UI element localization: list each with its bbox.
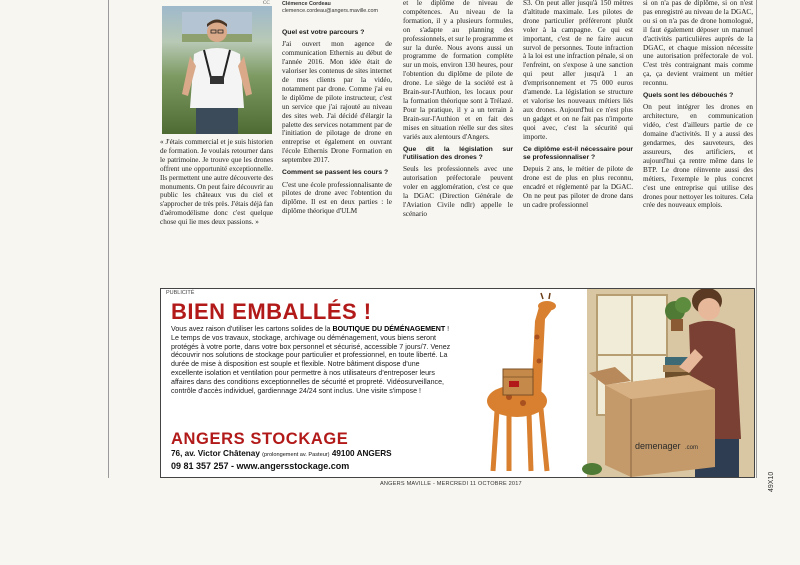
person-illustration bbox=[182, 12, 252, 134]
ad-city: 49100 ANGERS bbox=[331, 449, 392, 458]
byline-email: clemence.cordeau@angers.maville.com bbox=[282, 8, 378, 14]
box-label-suffix: .com bbox=[685, 445, 699, 451]
ad-illustration bbox=[457, 289, 754, 477]
ad-brand-name: ANGERS STOCKAGE bbox=[171, 430, 349, 448]
col4-text: S3. On peut aller jusqu'à 150 mètres d'altitude maximale. Les pilotes de drone particulier préféreront plutôt voler à la campagne. Ce qui est important, c'est de ne faire aucun survol de personnes. Toute infraction à la loi est une infraction pénale, si on l'enfreint, on s'expose à une sanction qui peut aller jusqu'à 1 an d'emprisonnement et 75 000 euros d'amende. La législation se structure et valorise les nouveaux métiers liés aux drones. Aujourd'hui ce n'est plus un gadget et on ne fait pas n'importe quoi avec, c'est la sécurité qui importe. bbox=[523, 0, 633, 141]
article-column-4 bbox=[523, 0, 633, 210]
ad-label: PUBLICITÉ bbox=[166, 290, 195, 296]
box-label: demenager bbox=[635, 441, 681, 451]
article-column-2 bbox=[282, 1, 392, 216]
question-debouches: Quels sont les débouchés ? bbox=[643, 92, 734, 100]
question-parcours: Quel est votre parcours ? bbox=[282, 29, 365, 36]
page-right-edge bbox=[756, 0, 757, 478]
page-fold-line bbox=[108, 0, 109, 478]
photo-credit: CC bbox=[263, 1, 270, 6]
byline bbox=[282, 1, 392, 15]
page-footer: ANGERS MAVILLE - MERCREDI 11 OCTOBRE 2017 bbox=[380, 481, 522, 487]
col3-text: et le diplôme de niveau de compétences. Au niveau de la formation, il y a plusieurs formules, on s'adapte au planning des professionnels, et sur le programme et sur la durée. Nous avons aussi un programme de formation complète sur un mois, environ 130 heures, pour l'obtention du diplôme de pilote de drone. Le siège de la société est à Brain-sur-l'Authion, les locaux pour la formation théorique sont à Trélazé. Pour la pratique, il y a un terrain à Brain-sur-l'Authion et en fait des mises en situation réelle sur des sites variés aux alentours d'Angers. bbox=[403, 0, 513, 141]
photo-caption bbox=[160, 138, 273, 227]
ad-street: 76, av. Victor Châtenay bbox=[171, 449, 260, 458]
side-code: 49X10 bbox=[768, 471, 775, 492]
ad-body bbox=[171, 325, 453, 395]
cardboard-box-illustration bbox=[589, 367, 715, 477]
caption-text: « J'étais commercial et je suis historien de formation. Je voulais retourner dans le patrimoine. Je trouve que les drones offrent une opportunité exceptionnelle. Ils permettent une autre découverte des monuments. On peut faire découvrir au public les châteaux vus du ciel et s'approcher de très près. J'étais déjà fan d'aéromodélisme donc c'est quelque chose qui lie mes deux passions. » bbox=[160, 138, 273, 227]
ad-phone-website: 09 81 357 257 - www.angersstockage.com bbox=[171, 461, 350, 471]
advertisement bbox=[160, 288, 755, 478]
question-diplome: Ce diplôme est-il nécessaire pour se professionnaliser ? bbox=[523, 145, 633, 161]
question-legislation: Que dit la législation sur l'utilisation des drones ? bbox=[403, 145, 513, 161]
answer-cours: C'est une école professionnalisante de pilotes de drone avec l'obtention du diplôme. Il est en deux parties : le diplôme théorique d'ULM bbox=[282, 180, 392, 216]
byline-name: Clémence Cordeau bbox=[282, 1, 331, 7]
answer-debouches: On peut intégrer les drones en architecture, en communication vidéo, c'est d'ailleurs partie de ce domaine d'activités. Il y a aussi des gendarmes, des sauveteurs, des assureurs, des artificiers, et aujourd'hui ça rentre même dans le BTP. Le drone réinvente aussi des métiers, l'exemple le plus concret c'est une entreprise qui utilise des drones pour nettoyer les toitures. Cela crée des nouveaux emplois. bbox=[643, 103, 753, 210]
ad-body-intro: Vous avez raison d'utiliser les cartons solides de la bbox=[171, 325, 333, 333]
answer-diplome: Depuis 2 ans, le métier de pilote de drone est de plus en plus reconnu, encadré et réglementé par la DGAC. On ne peut pas piloter de drone dans un cadre professionnel bbox=[523, 165, 633, 209]
question-cours: Comment se passent les cours ? bbox=[282, 169, 389, 177]
article-column-5 bbox=[643, 0, 753, 210]
answer-parcours: J'ai ouvert mon agence de communication Ethernis au début de l'année 2016. Mon idée était de valoriser les contenus de sites internet de mes clients par la vidéo, notamment par drone. Comme j'ai eu le diplôme de pilote instructeur, c'est un service que j'ai rajouté au niveau des sites web. J'ai décidé d'élargir la palette des services notamment par de l'initiation de pilotage de drone en entreprise et également en ouvrant l'école Ethernis Drone Formation en septembre 2017. bbox=[282, 40, 392, 165]
article-column-3 bbox=[403, 0, 513, 219]
ad-address bbox=[171, 449, 392, 458]
interview-photo bbox=[162, 6, 272, 134]
answer-legislation: Seuls les professionnels avec une autorisation préfectorale peuvent voler en agglomération, c'est ce que la DGAC (Direction Générale de l'Aviation Civile ndlr) appelle le scénario bbox=[403, 165, 513, 218]
ad-headline: BIEN EMBALLÉS ! bbox=[171, 299, 372, 324]
ad-address-note: (prolongement av. Pasteur) bbox=[262, 452, 330, 458]
ad-body-rest: ! Le temps de vos travaux, stockage, archivage ou déménagement, vous biens seront protégés à votre porte, dans votre box personnel et sécurisé, accessible 7 jours/7. Venez découvrir nos solutions de stockage pour particulier et professionnel, en toute liberté. La durée de mise à disposition est souple et flexible. Notre bâtiment dispose d'une excellente isolation et ventilation pour permettre à nos utilisateurs d'entreposer leurs affaires dans des conditions exceptionnelles de sécurité et propreté. Vidéosurveillance, contrôle d'accès individuel, gardiennage 24/24 sont inclus. Une visite s'impose ! bbox=[171, 325, 451, 395]
col5-text: si on n'a pas de diplôme, si on n'est pas enregistré au niveau de la DGAC, ou si on n'a pas de drone homologué, il faut également déposer un manuel d'activités particulières auprès de la DGAC, et chaque mission nécessite une autorisation préfectorale de vol. C'est très contraignant mais comme ça, ça devient vraiment un métier reconnu. bbox=[643, 0, 753, 88]
ad-body-brand: BOUTIQUE DU DÉMÉNAGEMENT bbox=[332, 325, 446, 333]
